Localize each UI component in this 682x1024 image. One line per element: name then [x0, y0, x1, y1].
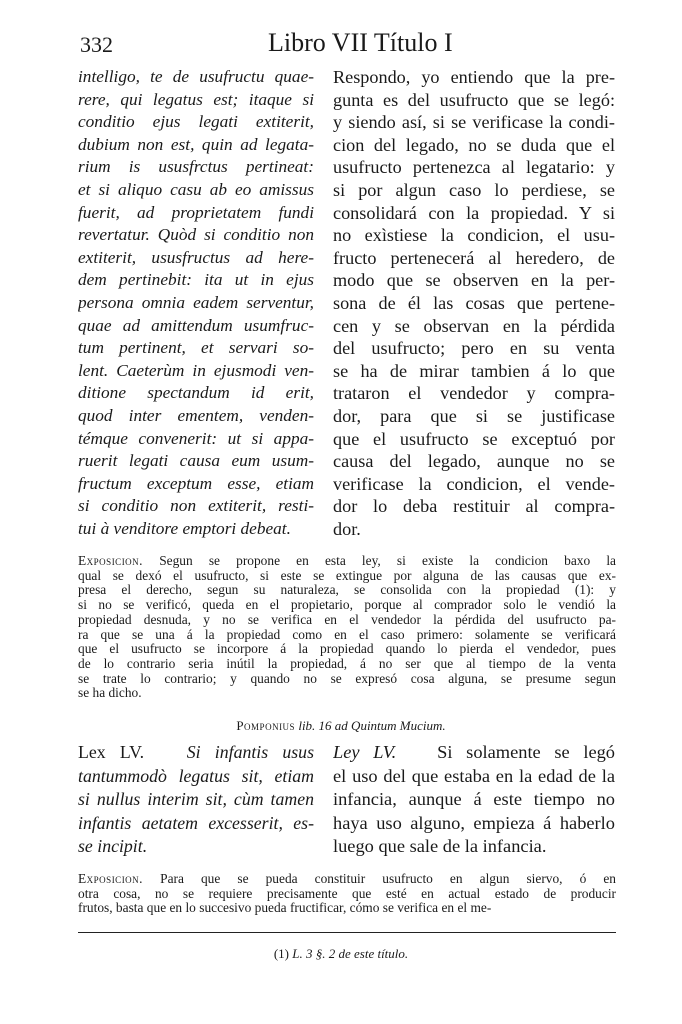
spanish-line: gunta es del usufructo que se legó: [333, 89, 615, 110]
spanish-line: dor lo deba restituir al compra- [333, 496, 615, 517]
latin-line: dubium non est, quin ad legata- [78, 134, 314, 154]
spanish-line: sona de él las cosas que pertene- [333, 292, 615, 313]
commentary-block-2 [78, 872, 616, 916]
latin-law-block [78, 741, 314, 859]
commentary-line: ra que se una á la propiedad como en el caso primero: solamente se verificará [78, 627, 616, 642]
spanish-line: modo que se observen en la per- [333, 270, 615, 291]
spanish-line: usufructo pertenezca al legatario: y [333, 157, 615, 178]
latin-line: rium is ususfrctus pertineat: [78, 157, 314, 177]
spanish-law-line: luego que sale de la infancia. [333, 836, 547, 856]
commentary-line: Para que se pueda constituir usufructo en algun siervo, ó en [160, 872, 616, 886]
spanish-line: cion del legado, no se duda que el [333, 134, 615, 155]
spanish-line: cen y se observan en la pérdida [333, 315, 615, 336]
footnote-text: L. 3 §. 2 de este título. [292, 946, 409, 961]
footnote [0, 946, 682, 962]
commentary-line: frutos, basta que en lo succesivo pueda fructificar, cómo se verifica en el me- [78, 901, 492, 916]
latin-line: témque convenerit: ut si appa- [78, 428, 314, 448]
footnote-marker: (1) [273, 946, 289, 961]
latin-text-column [78, 66, 314, 540]
spanish-line: Respondo, yo entiendo que la pre- [333, 67, 615, 87]
commentary-line: si no se verificó, queda en el propietario, porque al comprador solo le vendió la [78, 598, 616, 613]
latin-line: rere, qui legatus est; itaque si [78, 89, 314, 109]
spanish-line: que el usufructo se exceptuó por [333, 428, 615, 449]
commentary-line: de lo contrario seria inútil la propiedad, á no ser que al tiempo de la venta [78, 656, 616, 671]
commentary-line: qual se dexó el usufructo, si este se extingue por alguna de las causas que ex- [78, 568, 616, 583]
commentary-line [78, 872, 616, 887]
latin-line: persona omnia eadem serventur, [78, 292, 314, 312]
commentary-line: otra cosa, no se requiere precisamente que esté en actual estado de producir [78, 886, 616, 901]
latin-line: fructum exceptum esse, etiam [78, 473, 314, 493]
spanish-line: y siendo así, si se verificase la condi- [333, 112, 615, 133]
commentary-label: Exposicion. [78, 872, 144, 886]
commentary-label: Exposicion. [78, 554, 144, 568]
latin-line: tui à venditore emptori debeat. [78, 518, 291, 538]
commentary-line: se ha dicho. [78, 686, 142, 701]
spanish-line: se ha de mirar tambien á lo que [333, 360, 615, 381]
latin-line: ruerit legati causa eum usum- [78, 451, 314, 471]
latin-line: quae ad amittendum usumfruc- [78, 315, 314, 335]
footnote-divider [78, 932, 616, 933]
commentary-line: presa el derecho, segun su naturaleza, se consolida con la propiedad (1): y [78, 583, 616, 598]
law-label-latin: Lex LV. [78, 742, 145, 762]
spanish-line: trataron el vendedor y compra- [333, 383, 615, 404]
commentary-line: Segun se propone en esta ley, si existe la condicion baxo la [159, 554, 616, 568]
spanish-law-block [333, 741, 615, 859]
spanish-law-line [333, 741, 615, 765]
latin-law-line: Si infantis usus [186, 742, 314, 762]
latin-line: conditio ejus legati extiterit, [78, 112, 314, 132]
latin-law-line: tantummodò legatus sit, etiam [78, 765, 314, 786]
spanish-law-line: el uso del que estaba en la edad de la [333, 765, 615, 786]
spanish-law-line: infancia, aunque á este tiempo no [333, 789, 615, 809]
spanish-line: verificase la condicion, el vende- [333, 473, 615, 494]
commentary-line: propiedad desnuda, y no se verifica en el vendedor la pérdida del usufructo pa- [78, 612, 616, 627]
latin-line: fuerit, ad proprietatem fundi [78, 202, 314, 222]
running-title: Libro VII Título I [268, 28, 453, 57]
latin-line: tum pertinent, et servari so- [78, 338, 314, 358]
commentary-line [78, 554, 616, 569]
spanish-law-line: Si solamente se legó [437, 742, 615, 762]
spanish-line: consolidará con la propiedad. Y si [333, 202, 615, 223]
spanish-law-line: haya uso alguno, empieza á haberlo [333, 812, 615, 833]
spanish-line: del usufructo; pero en su venta [333, 338, 615, 359]
commentary-line: se trate lo contrario; y quando no se expresó cosa alguna, se presume segun [78, 671, 616, 686]
spanish-translation-column [333, 66, 615, 540]
latin-law-line: infantis aetatem excesserit, es- [78, 812, 314, 833]
spanish-line: causa del legado, aunque no se [333, 451, 615, 472]
spanish-line: fructo pertenecerá al heredero, de [333, 247, 615, 268]
latin-line: et si aliquo casu ab eo amissus [78, 179, 314, 199]
latin-law-line: si nullus interim sit, cùm tamen [78, 789, 314, 809]
latin-line: revertatur. Quòd si conditio non [78, 225, 314, 245]
latin-line: intelligo, te de usufructu quae- [78, 67, 314, 86]
latin-line: lent. Caeterùm in ejusmodi ven- [78, 360, 314, 380]
latin-line: dem pertinebit: ita ut in ejus [78, 270, 314, 290]
spanish-line: dor, para que si se justificase [333, 405, 615, 426]
citation-work: lib. 16 ad Quintum Mucium. [298, 718, 446, 733]
law-label-spanish: Ley LV. [333, 742, 397, 762]
latin-line: quod inter ementem, venden- [78, 405, 314, 425]
spanish-line: si por algun caso lo perdiese, se [333, 179, 615, 200]
page-number: 332 [80, 32, 113, 57]
commentary-block [78, 554, 616, 701]
latin-law-line [78, 741, 314, 765]
commentary-line: que el usufructo se incorpore á la propiedad quando lo pierda el vendedor, pues [78, 642, 616, 657]
latin-line: extiterit, ususfructus ad here- [78, 247, 314, 267]
latin-line: si conditio non extiterit, resti- [78, 496, 314, 516]
source-citation [0, 718, 682, 734]
spanish-line: dor. [333, 518, 361, 539]
page-header [0, 24, 682, 64]
citation-author: Pomponius [236, 718, 296, 733]
latin-law-line: se incipit. [78, 836, 148, 856]
latin-line: ditione spectandum id erit, [78, 383, 314, 403]
spanish-line: no exìstiese la condicion, el usu- [333, 225, 615, 246]
